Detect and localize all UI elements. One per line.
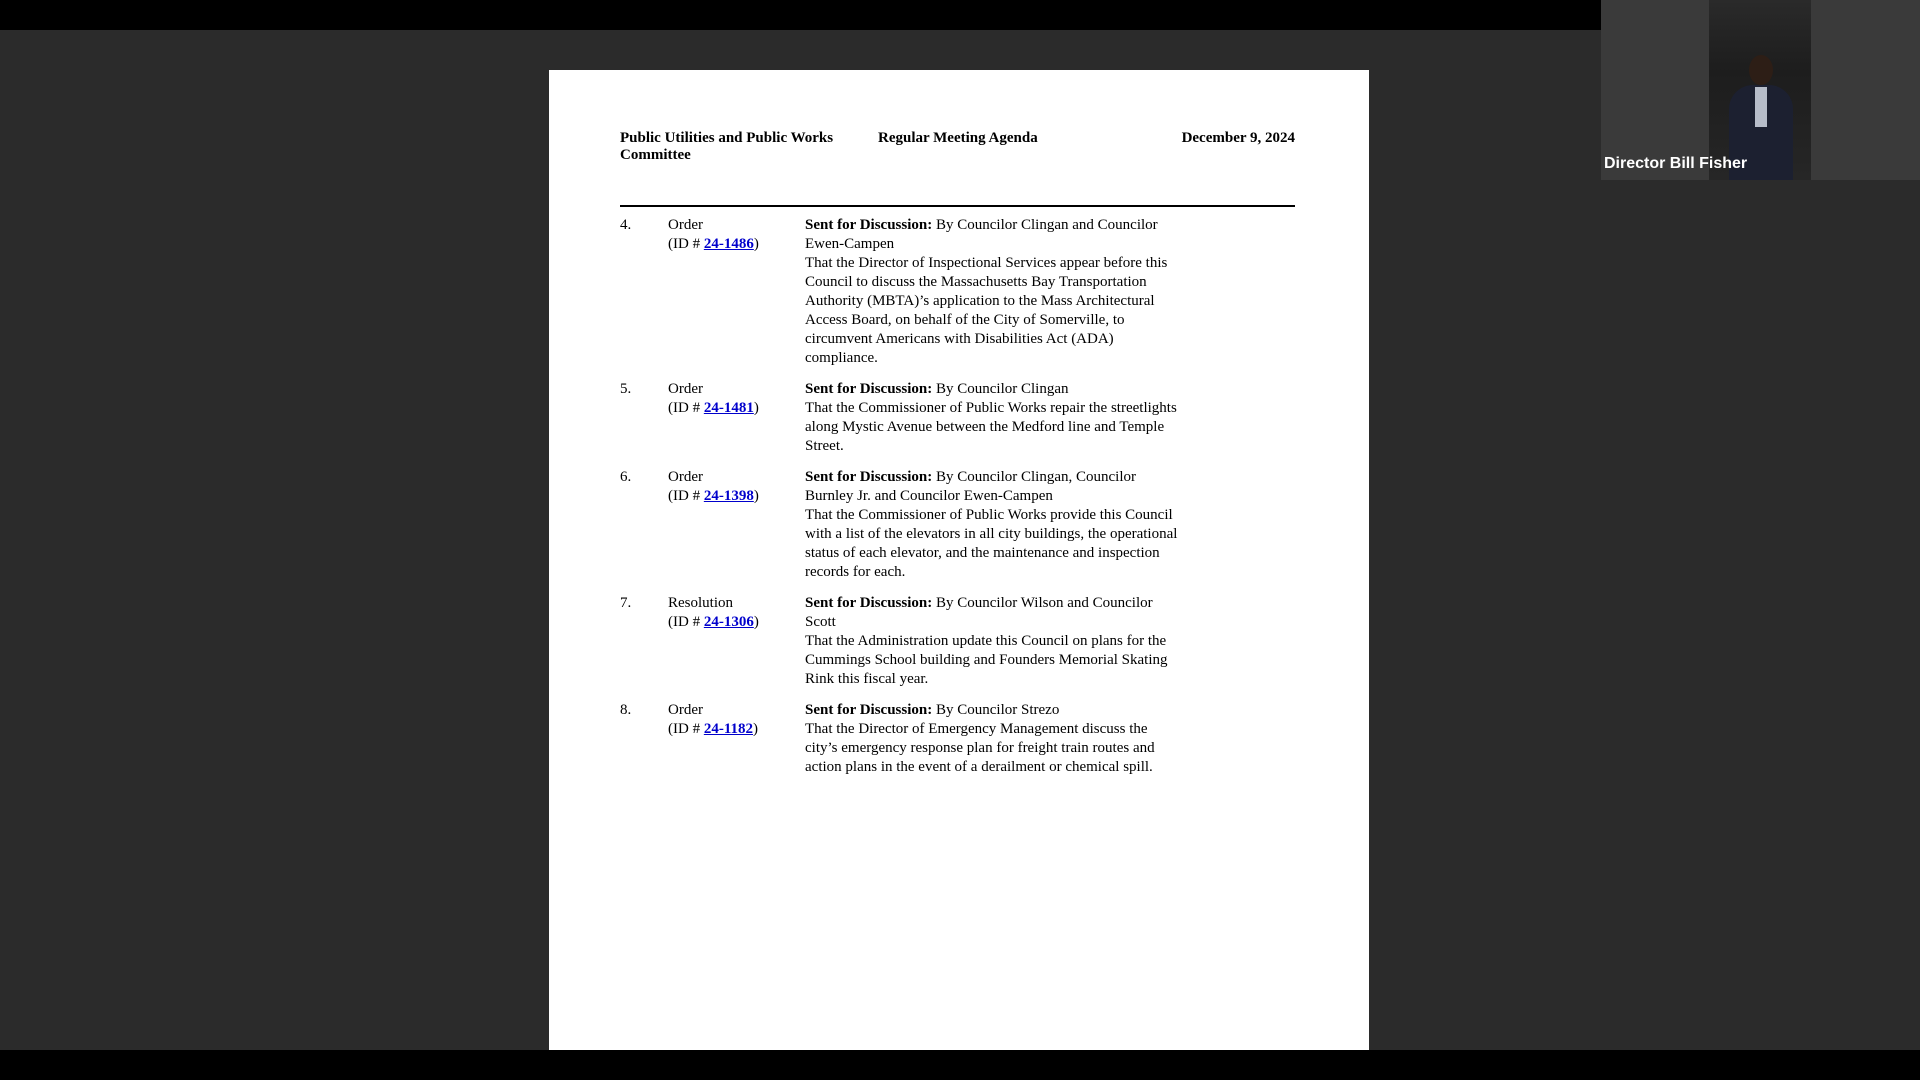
item-sponsor: By Councilor Wilson and Councilor Scott xyxy=(805,595,1153,630)
item-id: (ID # 24-1398) xyxy=(668,488,759,504)
item-number: 7. xyxy=(620,595,632,611)
document-page xyxy=(549,70,1369,1080)
item-id-link[interactable]: 24-1486 xyxy=(703,236,754,252)
item-sponsor: By Councilor Clingan and Councilor Ewen-Campen xyxy=(805,217,1158,252)
item-number: 5. xyxy=(620,381,632,397)
item-body xyxy=(805,216,1180,368)
item-id-link[interactable]: 24-1481 xyxy=(703,400,754,416)
item-type-col xyxy=(668,594,798,632)
document-header xyxy=(620,130,1295,207)
item-status: Sent for Discussion: xyxy=(805,702,933,718)
item-type-col xyxy=(668,216,798,254)
item-type: Resolution xyxy=(668,595,734,611)
item-status: Sent for Discussion: xyxy=(805,217,933,233)
agenda-item xyxy=(620,216,1295,368)
item-type: Order xyxy=(668,469,703,485)
item-body xyxy=(805,380,1180,456)
item-body xyxy=(805,594,1180,689)
item-type-col xyxy=(668,380,798,418)
item-number: 8. xyxy=(620,702,632,718)
item-status: Sent for Discussion: xyxy=(805,595,933,611)
person-shirt xyxy=(1755,87,1767,127)
item-type: Order xyxy=(668,381,703,397)
item-status: Sent for Discussion: xyxy=(805,469,933,485)
bottom-bar xyxy=(0,1050,1920,1080)
screen-share-area xyxy=(0,30,1920,1050)
meeting-title: Regular Meeting Agenda xyxy=(878,130,1038,146)
item-id: (ID # 24-1486) xyxy=(668,236,759,252)
item-status: Sent for Discussion: xyxy=(805,381,933,397)
item-id-link[interactable]: 24-1182 xyxy=(703,721,753,737)
committee-name: Public Utilities and Public Works Committee xyxy=(620,130,834,163)
agenda-item xyxy=(620,594,1295,689)
agenda-item xyxy=(620,380,1295,456)
meeting-date: December 9, 2024 xyxy=(1181,130,1295,146)
item-sponsor: By Councilor Clingan xyxy=(932,381,1069,397)
item-text: That the Administration update this Council on plans for the Cummings School building and Founders Memorial Skating Rink this fiscal year. xyxy=(805,633,1168,687)
agenda-item xyxy=(620,701,1295,777)
item-id: (ID # 24-1481) xyxy=(668,400,759,416)
participant-video-tile[interactable] xyxy=(1601,0,1920,180)
item-id-link[interactable]: 24-1398 xyxy=(703,488,754,504)
agenda-items xyxy=(620,216,1295,789)
item-body xyxy=(805,701,1180,777)
item-type: Order xyxy=(668,217,703,233)
item-id: (ID # 24-1306) xyxy=(668,614,759,630)
item-number: 6. xyxy=(620,469,632,485)
item-number: 4. xyxy=(620,217,632,233)
person-head xyxy=(1749,55,1773,85)
item-text: That the Commissioner of Public Works provide this Council with a list of the elevators in all city buildings, the operational status of each elevator, and the maintenance and inspection records for each. xyxy=(805,507,1178,580)
participant-name: Director Bill Fisher xyxy=(1604,155,1748,172)
item-sponsor: By Councilor Strezo xyxy=(932,702,1060,718)
item-type-col xyxy=(668,468,798,506)
item-id-link[interactable]: 24-1306 xyxy=(703,614,754,630)
item-text: That the Director of Inspectional Services appear before this Council to discuss the Massachusetts Bay Transportation Authority (MBTA)’s application to the Mass Architectural Access Board, on behalf of the City of Somerville, to circumvent Americans with Disabilities Act (ADA) compliance. xyxy=(805,255,1168,366)
item-type: Order xyxy=(668,702,703,718)
agenda-item xyxy=(620,468,1295,582)
item-id: (ID # 24-1182) xyxy=(668,721,758,737)
item-body xyxy=(805,468,1180,582)
item-text: That the Director of Emergency Management discuss the city’s emergency response plan for freight train routes and action plans in the event of a derailment or chemical spill. xyxy=(805,721,1155,775)
item-text: That the Commissioner of Public Works repair the streetlights along Mystic Avenue between the Medford line and Temple Street. xyxy=(805,400,1177,454)
item-sponsor: By Councilor Clingan, Councilor Burnley Jr. and Councilor Ewen-Campen xyxy=(805,469,1136,504)
item-type-col xyxy=(668,701,798,739)
